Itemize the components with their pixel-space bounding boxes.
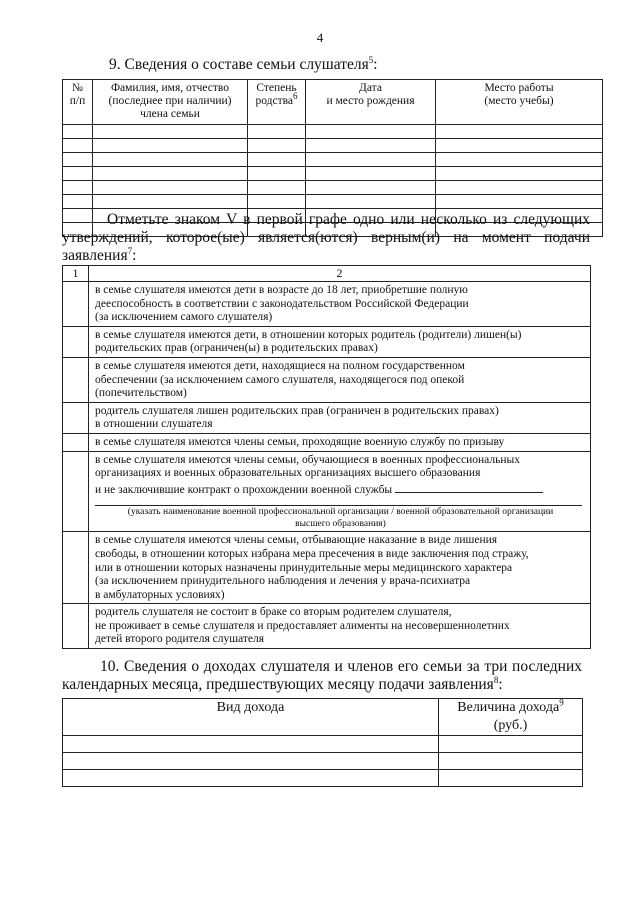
table-row	[63, 736, 583, 753]
cell[interactable]	[439, 736, 583, 753]
cell[interactable]	[248, 181, 306, 195]
header-income-type: Вид дохода	[63, 699, 439, 736]
cell[interactable]	[63, 125, 93, 139]
header-full-name: Фамилия, имя, отчество (последнее при наличии) члена семьи	[93, 80, 248, 125]
cell[interactable]	[436, 181, 603, 195]
cell[interactable]	[63, 736, 439, 753]
cell[interactable]	[306, 153, 436, 167]
statement-text: в семье слушателя имеются члены семьи, проходящие военную службу по призыву	[89, 433, 591, 451]
checkbox-cell[interactable]	[63, 532, 89, 604]
statements-table	[62, 265, 591, 649]
statement-text: родитель слушателя не состоит в браке со вторым родителем слушателя, не проживает в семье слушателя и предоставляет алименты на несовершеннолетних детей второго родителя слушателя	[89, 604, 591, 649]
instructions	[62, 211, 590, 265]
cell[interactable]	[436, 125, 603, 139]
cell[interactable]	[436, 153, 603, 167]
header-income-amount: Величина дохода$^9$ (руб.)	[439, 699, 583, 736]
section-10-title	[62, 658, 582, 694]
statement-row	[63, 282, 591, 327]
cell[interactable]	[306, 195, 436, 209]
cell[interactable]	[436, 139, 603, 153]
statement-text: в семье слушателя имеются дети, находящиеся на полном государственном обеспечении (за исключением самого слушателя, находящегося под опекой (попечительством)	[89, 357, 591, 402]
statement-row	[63, 357, 591, 402]
family-table-header	[63, 80, 603, 125]
cell[interactable]	[306, 167, 436, 181]
checkbox-cell[interactable]	[63, 604, 89, 649]
col-2-header: 2	[89, 266, 591, 282]
cell[interactable]	[439, 770, 583, 787]
cell[interactable]	[93, 195, 248, 209]
cell[interactable]	[306, 181, 436, 195]
header-workplace: Место работы (место учебы)	[436, 80, 603, 125]
cell[interactable]	[93, 181, 248, 195]
cell[interactable]	[63, 181, 93, 195]
section-9-title: 9. Сведения о составе семьи слушателя$^5$:	[109, 54, 378, 73]
statement-row	[63, 451, 591, 532]
table-row	[63, 153, 603, 167]
statement-text: в семье слушателя имеются дети, в отношении которых родитель (родители) лишен(ы) родительских прав (ограничен(ы) в родительских правах)	[89, 326, 591, 357]
military-org-field[interactable]	[395, 481, 543, 493]
checkbox-cell[interactable]	[63, 357, 89, 402]
cell[interactable]	[248, 195, 306, 209]
instructions-line-1: Отметьте знаком V в первой графе одно или несколько из следующих	[107, 211, 590, 228]
cell[interactable]	[93, 125, 248, 139]
cell[interactable]	[248, 139, 306, 153]
cell[interactable]	[63, 195, 93, 209]
statement-text: родитель слушателя лишен родительских прав (ограничен в родительских правах) в отношении слушателя	[89, 402, 591, 433]
statement-text: в семье слушателя имеются дети в возрасте до 18 лет, приобретшие полную дееспособность в соответствии с законодательством Российской Федерации (за исключением самого слушателя)	[89, 282, 591, 327]
statement-row	[63, 433, 591, 451]
table-row	[63, 181, 603, 195]
statement-row	[63, 604, 591, 649]
statement-row	[63, 532, 591, 604]
col-1-header: 1	[63, 266, 89, 282]
section-10-line-2: календарных месяца, предшествующих месяцу подачи заявления$^8$:	[62, 674, 503, 693]
cell[interactable]	[439, 753, 583, 770]
cell[interactable]	[248, 125, 306, 139]
checkbox-cell[interactable]	[63, 433, 89, 451]
checkbox-cell[interactable]	[63, 451, 89, 532]
cell[interactable]	[63, 770, 439, 787]
cell[interactable]	[306, 139, 436, 153]
cell[interactable]	[63, 139, 93, 153]
cell[interactable]	[248, 153, 306, 167]
income-table-header	[63, 699, 583, 736]
cell[interactable]	[248, 167, 306, 181]
cell[interactable]	[63, 167, 93, 181]
table-row	[63, 167, 603, 181]
header-number: № п/п	[63, 80, 93, 125]
table-row	[63, 139, 603, 153]
cell[interactable]	[63, 753, 439, 770]
statements-header	[63, 266, 591, 282]
instructions-line-3: заявления$^7$:	[62, 245, 137, 264]
cell[interactable]	[436, 195, 603, 209]
table-row	[63, 125, 603, 139]
statement-row	[63, 402, 591, 433]
cell[interactable]	[93, 167, 248, 181]
checkbox-cell[interactable]	[63, 326, 89, 357]
header-birth: Дата и место рождения	[306, 80, 436, 125]
instructions-line-2: утверждений, которое(ые) является(ются) верным(и) на момент подачи	[62, 229, 590, 246]
table-row	[63, 195, 603, 209]
statement-text: в семье слушателя имеются члены семьи, обучающиеся в военных профессиональных организациях и военных образовательных организациях высшего образования и не заключившие контракт о прохождении военной службы (указать наименование военной профессиональной организации / военной образовательной организации высшего образования)	[89, 451, 591, 532]
military-note: (указать наименование военной профессиональной организации / военной образовательной организации высшего образования)	[127, 507, 554, 529]
statement-text: в семье слушателя имеются члены семьи, отбывающие наказание в виде лишения свободы, в отношении которых избрана мера пресечения в виде заключения под стражу, или в отношении которых назначены принудительные меры медицинского характера (за исключением принудительного наблюдения и лечения у врача-психиатра в амбулаторных условиях)	[89, 532, 591, 604]
cell[interactable]	[93, 153, 248, 167]
checkbox-cell[interactable]	[63, 402, 89, 433]
cell[interactable]	[63, 153, 93, 167]
table-row	[63, 753, 583, 770]
statement-row	[63, 326, 591, 357]
cell[interactable]	[436, 167, 603, 181]
section-10-line-1: 10. Сведения о доходах слушателя и членов его семьи за три последних	[100, 658, 582, 675]
page-number: 4	[316, 30, 324, 45]
table-row	[63, 770, 583, 787]
cell[interactable]	[306, 125, 436, 139]
cell[interactable]	[93, 139, 248, 153]
income-table	[62, 698, 583, 787]
checkbox-cell[interactable]	[63, 282, 89, 327]
header-relationship: Степень родства$^6$	[248, 80, 306, 125]
